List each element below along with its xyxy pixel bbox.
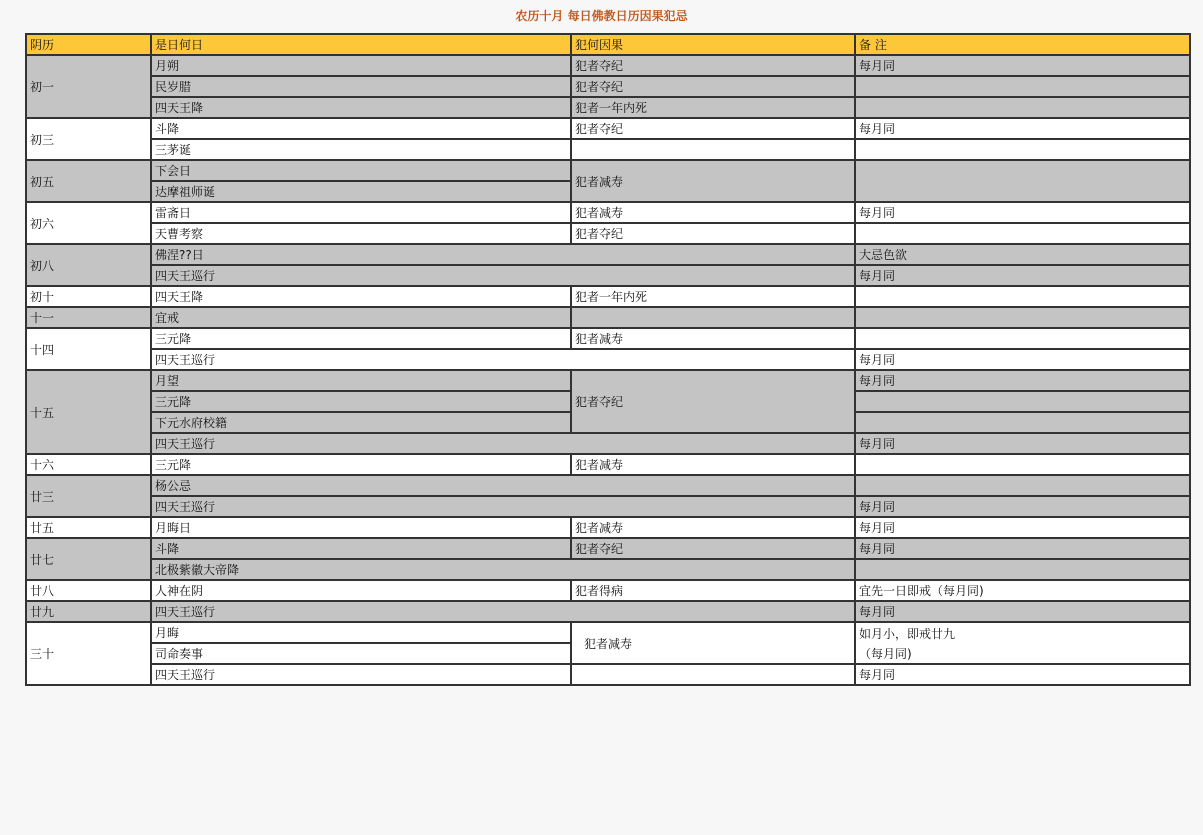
event-cell: 杨公忌 [151,475,855,496]
lunar-day: 初八 [26,244,151,286]
table-row [26,349,1190,370]
note-cell [855,139,1190,160]
event-cell: 宜戒 [151,307,571,328]
lunar-day: 廿七 [26,538,151,580]
table-row [26,328,1190,349]
note-cell [855,454,1190,475]
table-row [26,559,1190,580]
event-cell: 民岁腊 [151,76,571,97]
note-cell: 每月同 [855,664,1190,685]
lunar-day: 十六 [26,454,151,475]
lunar-day: 廿八 [26,580,151,601]
event-cell: 达摩祖师诞 [151,181,571,202]
table-row [26,517,1190,538]
table-row [26,475,1190,496]
table-row [26,601,1190,622]
effect-cell: 犯者减寿 [571,454,855,475]
event-cell: 四天王巡行 [151,265,855,286]
effect-cell: 犯者得病 [571,580,855,601]
effect-cell: 犯者夺纪 [571,223,855,244]
table-row [26,286,1190,307]
effect-cell [571,139,855,160]
note-cell: 每月同 [855,202,1190,223]
lunar-day: 十四 [26,328,151,370]
note-cell [855,286,1190,307]
event-cell: 四天王降 [151,286,571,307]
note-cell: 每月同 [855,601,1190,622]
effect-cell: 犯者夺纪 [571,55,855,76]
table-row [26,580,1190,601]
lunar-day: 初六 [26,202,151,244]
effect-cell: 犯者减寿 [571,328,855,349]
effect-cell: 犯者夺纪 [571,538,855,559]
table-row [26,538,1190,559]
lunar-day: 十一 [26,307,151,328]
table-row [26,76,1190,97]
event-cell: 北极紫徽大帝降 [151,559,855,580]
event-cell: 雷斋日 [151,202,571,223]
event-cell: 三元降 [151,328,571,349]
table-row [26,664,1190,685]
effect-cell: 犯者夺纪 [571,370,855,433]
event-cell: 四天王巡行 [151,664,571,685]
lunar-day: 廿九 [26,601,151,622]
lunar-day: 初十 [26,286,151,307]
event-cell: 三元降 [151,391,571,412]
effect-cell [571,307,855,328]
table-row [26,433,1190,454]
note-cell [855,160,1190,202]
note-cell [855,223,1190,244]
event-cell: 四天王巡行 [151,496,855,517]
effect-cell: 犯者减寿 [571,202,855,223]
event-cell: 月晦 [151,622,571,643]
table-row [26,160,1190,181]
table-row [26,223,1190,244]
header-lunar-date: 阴历 [26,34,151,55]
lunar-day: 廿三 [26,475,151,517]
note-cell: 宜先一日即戒（每月同) [855,580,1190,601]
table-row [26,118,1190,139]
table-header-row [26,34,1190,55]
note-cell: 大忌色欲 [855,244,1190,265]
note-cell: 每月同 [855,265,1190,286]
lunar-day: 初一 [26,55,151,118]
lunar-day: 初三 [26,118,151,160]
table-row [26,202,1190,223]
effect-cell: 犯者一年内死 [571,97,855,118]
event-cell: 下元水府校籍 [151,412,571,433]
note-cell: 每月同 [855,538,1190,559]
table-row [26,244,1190,265]
effect-cell: 犯者减寿 [571,622,855,664]
effect-cell: 犯者减寿 [571,517,855,538]
header-what-day: 是日何日 [151,34,571,55]
effect-cell: 犯者减寿 [571,160,855,202]
lunar-day: 三十 [26,622,151,685]
note-cell: 每月同 [855,118,1190,139]
page-title: 农历十月 每日佛教日历因果犯忌 [515,9,688,23]
event-cell: 下会日 [151,160,571,181]
table-row [26,97,1190,118]
event-cell: 月望 [151,370,571,391]
note-cell [855,559,1190,580]
event-cell: 天曹考察 [151,223,571,244]
note-cell [855,76,1190,97]
note-cell [855,412,1190,433]
note-cell [855,391,1190,412]
table-row [26,370,1190,391]
effect-cell: 犯者夺纪 [571,118,855,139]
lunar-day: 初五 [26,160,151,202]
note-cell [855,475,1190,496]
note-cell: 每月同 [855,55,1190,76]
event-cell: 月朔 [151,55,571,76]
note-cell: 每月同 [855,433,1190,454]
effect-cell [571,664,855,685]
event-cell: 四天王巡行 [151,601,855,622]
note-cell [855,97,1190,118]
note-cell [855,307,1190,328]
event-cell: 四天王降 [151,97,571,118]
header-notes: 备 注 [855,34,1190,55]
event-cell: 人神在阴 [151,580,571,601]
note-cell: 每月同 [855,349,1190,370]
table-row [26,496,1190,517]
note-cell: （每月同) [855,643,1190,664]
lunar-day: 廿五 [26,517,151,538]
lunar-day: 十五 [26,370,151,454]
table-row [26,265,1190,286]
table-row [26,55,1190,76]
effect-cell: 犯者夺纪 [571,76,855,97]
note-cell: 每月同 [855,496,1190,517]
event-cell: 月晦日 [151,517,571,538]
table-row [26,139,1190,160]
table-row [26,622,1190,643]
event-cell: 佛涅??日 [151,244,855,265]
event-cell: 斗降 [151,118,571,139]
event-cell: 四天王巡行 [151,433,855,454]
table-row [26,454,1190,475]
buddhist-calendar-table [25,33,1191,686]
effect-cell: 犯者一年内死 [571,286,855,307]
event-cell: 司命奏事 [151,643,571,664]
note-cell: 如月小，即戒廿九 [855,622,1190,643]
header-consequence: 犯何因果 [571,34,855,55]
table-row [26,307,1190,328]
note-cell: 每月同 [855,517,1190,538]
note-cell: 每月同 [855,370,1190,391]
note-cell [855,328,1190,349]
event-cell: 斗降 [151,538,571,559]
event-cell: 三茅诞 [151,139,571,160]
event-cell: 四天王巡行 [151,349,855,370]
event-cell: 三元降 [151,454,571,475]
